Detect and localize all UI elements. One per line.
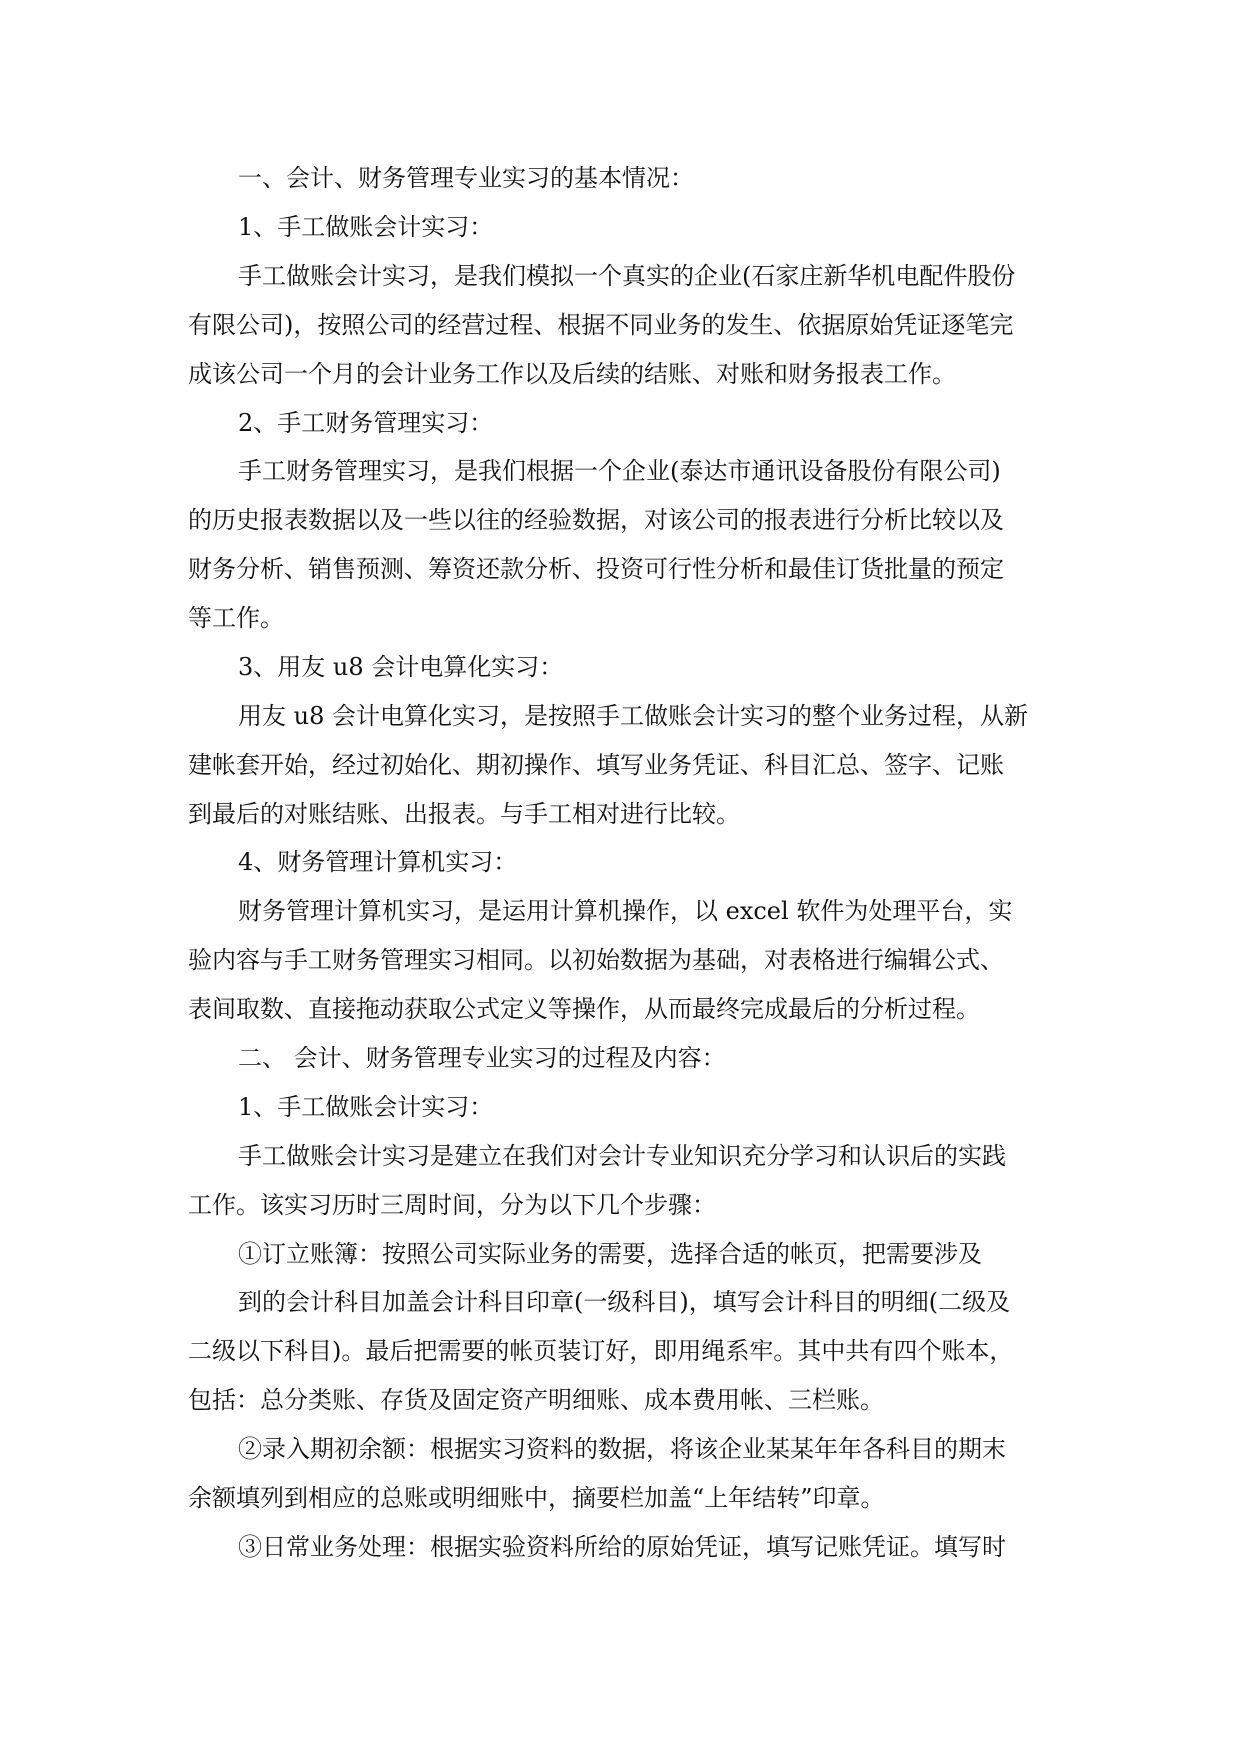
paragraph-line: ②录入期初余额：根据实习资料的数据，将该企业某某年年各科目的期末 <box>238 1435 1006 1463</box>
section-heading: 一、会计、财务管理专业实习的基本情况： <box>238 164 694 192</box>
subsection-heading: 1、手工做账会计实习： <box>238 1093 494 1121</box>
paragraph-line: ③日常业务处理：根据实验资料所给的原始凭证，填写记账凭证。填写时 <box>238 1533 1006 1561</box>
subsection-heading: 1、手工做账会计实习： <box>238 213 494 241</box>
subsection-heading: 2、手工财务管理实习： <box>238 409 494 437</box>
paragraph-line: ①订立账簿：按照公司实际业务的需要，选择合适的帐页，把需要涉及 <box>238 1240 982 1268</box>
section-heading: 二、 会计、财务管理专业实习的过程及内容： <box>238 1044 726 1072</box>
paragraph-line: 财务管理计算机实习，是运用计算机操作，以 excel 软件为处理平台，实 <box>238 897 1013 925</box>
paragraph-line: 手工做账会计实习是建立在我们对会计专业知识充分学习和认识后的实践 <box>238 1142 1006 1170</box>
paragraph-line: 等工作。 <box>188 604 284 632</box>
paragraph-line: 到的会计科目加盖会计科目印章(一级科目)，填写会计科目的明细(二级及 <box>238 1288 1011 1316</box>
paragraph-line: 的历史报表数据以及一些以往的经验数据，对该公司的报表进行分析比较以及 <box>188 506 1004 534</box>
paragraph-line: 到最后的对账结账、出报表。与手工相对进行比较。 <box>188 800 740 828</box>
paragraph-line: 财务分析、销售预测、筹资还款分析、投资可行性分析和最佳订货批量的预定 <box>188 555 1004 583</box>
subsection-heading: 4、财务管理计算机实习： <box>238 848 518 876</box>
paragraph-line: 余额填列到相应的总账或明细账中，摘要栏加盖“上年结转”印章。 <box>188 1484 885 1512</box>
paragraph-line: 包括：总分类账、存货及固定资产明细账、成本费用帐、三栏账。 <box>188 1386 884 1414</box>
paragraph-line: 建帐套开始，经过初始化、期初操作、填写业务凭证、科目汇总、签字、记账 <box>188 751 1004 779</box>
paragraph-line: 表间取数、直接拖动获取公式定义等操作，从而最终完成最后的分析过程。 <box>188 995 980 1023</box>
paragraph-line: 成该公司一个月的会计业务工作以及后续的结账、对账和财务报表工作。 <box>188 360 956 388</box>
subsection-heading: 3、用友 u8 会计电算化实习： <box>238 653 564 681</box>
paragraph-line: 手工财务管理实习，是我们根据一个企业(泰达市通讯设备股份有限公司) <box>238 457 1001 485</box>
paragraph-line: 工作。该实习历时三周时间，分为以下几个步骤： <box>188 1191 716 1219</box>
paragraph-line: 有限公司)，按照公司的经营过程、根据不同业务的发生、依据原始凭证逐笔完 <box>188 311 1014 339</box>
paragraph-line: 验内容与手工财务管理实习相同。以初始数据为基础，对表格进行编辑公式、 <box>188 946 1004 974</box>
paragraph-line: 手工做账会计实习，是我们模拟一个真实的企业(石家庄新华机电配件股份 <box>238 262 1016 290</box>
paragraph-line: 二级以下科目)。最后把需要的帐页装订好，即用绳系牢。其中共有四个账本， <box>188 1337 1014 1365</box>
paragraph-line: 用友 u8 会计电算化实习，是按照手工做账会计实习的整个业务过程，从新 <box>238 702 1028 730</box>
